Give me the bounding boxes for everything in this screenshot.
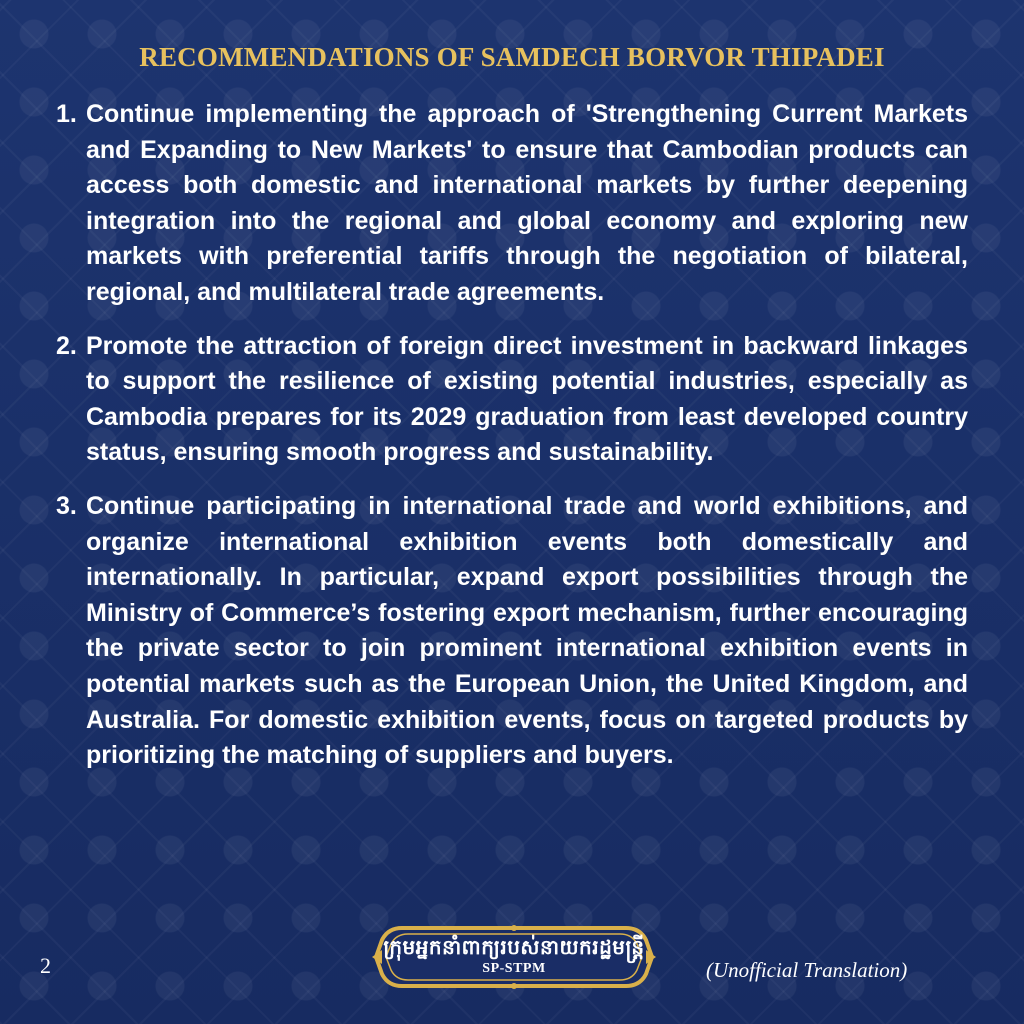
recommendation-number: 1.	[56, 100, 77, 128]
recommendation-number: 3.	[56, 491, 77, 520]
translation-note: (Unofficial Translation)	[706, 958, 908, 982]
page-number: 2	[40, 953, 51, 978]
recommendation-item-1	[56, 97, 968, 311]
recommendation-text: Continue implementing the approach of 'Strengthening Current Markets and Expanding to New Markets' to ensure that Cambodian products can access both domestic and international markets by further deepening integration into the regional and global economy and exploring new markets with preferential tariffs through the negotiation of bilateral, regional, and multilateral trade agreements.	[86, 100, 968, 306]
recommendation-text: Continue participating in international trade and world exhibitions, and organize international exhibition events both domestically and internationally. In particular, expand export possibilities through the Ministry of Commerce’s fostering export mechanism, further encouraging the private sector to join prominent international exhibition events in potential markets such as the European Union, the United Kingdom, and Australia. For domestic exhibition events, focus on targeted products by prioritizing the matching of suppliers and buyers.	[86, 491, 968, 770]
recommendation-item-3	[56, 489, 968, 774]
recommendation-item-2	[56, 329, 968, 471]
spokesperson-badge	[372, 922, 656, 992]
badge-sub-label: SP-STPM	[482, 961, 546, 976]
recommendations-list	[56, 97, 968, 792]
recommendation-text: Promote the attraction of foreign direct investment in backward linkages to support the resilience of existing potential industries, especially as Cambodia prepares for its 2029 graduation from least developed country status, ensuring smooth progress and sustainability.	[86, 331, 968, 467]
badge-khmer-label: ក្រុមអ្នកនាំពាក្យរបស់នាយករដ្ឋមន្ត្រី	[383, 935, 645, 959]
recommendation-number: 2.	[56, 331, 77, 360]
page-title: RECOMMENDATIONS OF SAMDECH BORVOR THIPADEI	[139, 42, 885, 72]
